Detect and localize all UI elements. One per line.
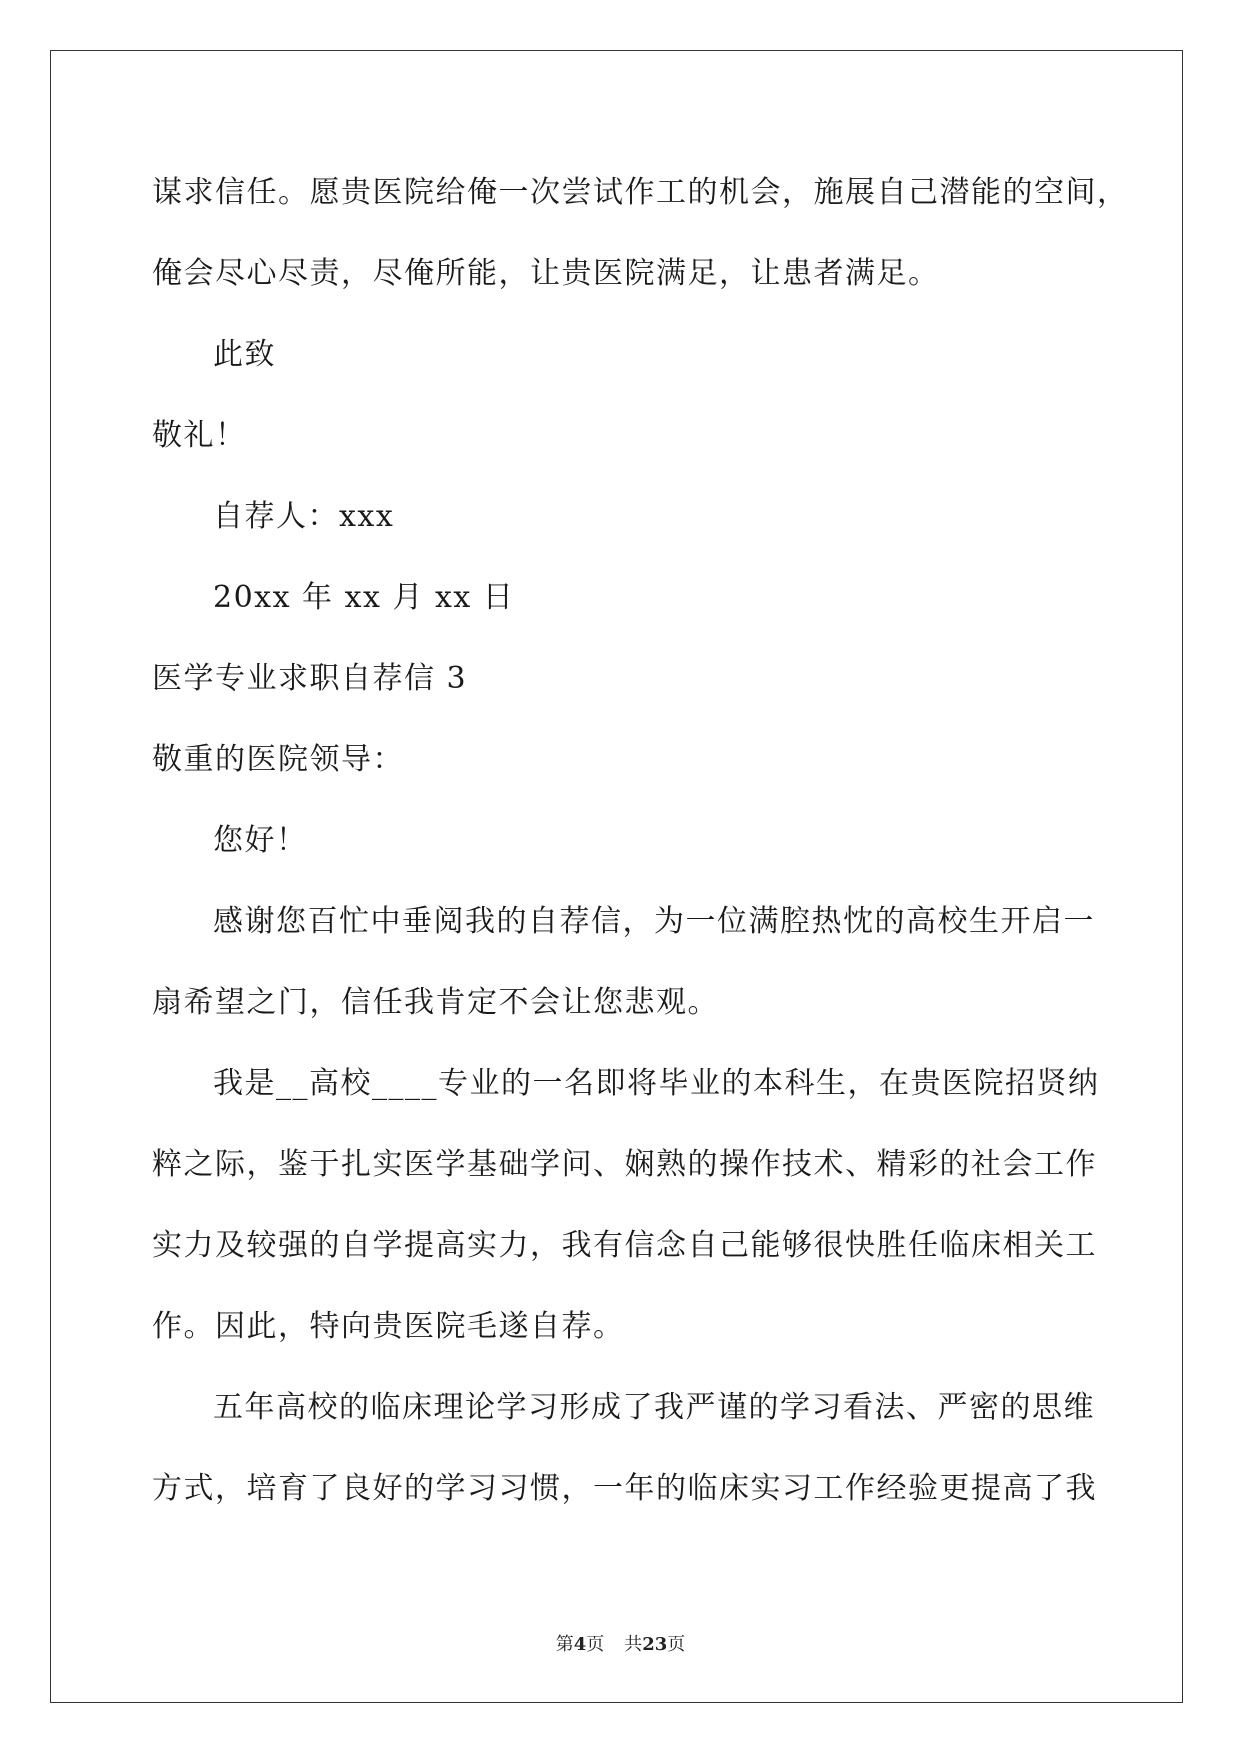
- date-line: 20xx 年 xx 月 xx 日: [213, 580, 515, 615]
- page-footer: [0, 1630, 1241, 1656]
- body-line: 俺会尽心尽责，尽俺所能，让贵医院满足，让患者满足。: [152, 256, 940, 291]
- closing-regards: 敬礼！: [152, 418, 247, 453]
- signature-line: 自荐人：xxx: [213, 499, 395, 534]
- footer-total-suffix: 页: [667, 1634, 686, 1655]
- footer-page-word: 页: [586, 1634, 605, 1655]
- closing-salutation: 此致: [213, 337, 276, 372]
- body-line: 感谢您百忙中垂阅我的自荐信，为一位满腔热忱的高校生开启一: [213, 904, 1095, 939]
- total-page-count: 23: [642, 1634, 668, 1655]
- letter-hello: 您好！: [213, 823, 308, 858]
- section-heading: 医学专业求职自荐信 3: [152, 661, 468, 696]
- body-line: 扇希望之门，信任我肯定不会让您悲观。: [152, 985, 719, 1020]
- body-line: 粹之际，鉴于扎实医学基础学问、娴熟的操作技术、精彩的社会工作: [152, 1147, 1097, 1182]
- footer-total-prefix: 共: [624, 1634, 643, 1655]
- body-line: 实力及较强的自学提高实力，我有信念自己能够很快胜任临床相关工: [152, 1228, 1097, 1263]
- body-line: 方式，培育了良好的学习习惯，一年的临床实习工作经验更提高了我: [152, 1471, 1097, 1506]
- footer-prefix: 第: [555, 1634, 574, 1655]
- body-line: 作。因此，特向贵医院毛遂自荐。: [152, 1309, 625, 1344]
- letter-greeting: 敬重的医院领导：: [152, 742, 404, 777]
- body-line: 五年高校的临床理论学习形成了我严谨的学习看法、严密的思维: [213, 1390, 1095, 1425]
- document-body: [152, 158, 1129, 1535]
- body-line: 谋求信任。愿贵医院给俺一次尝试作工的机会，施展自己潜能的空间，: [152, 175, 1129, 210]
- body-line: 我是__高校____专业的一名即将毕业的本科生，在贵医院招贤纳: [213, 1066, 1100, 1101]
- current-page-number: 4: [573, 1634, 587, 1655]
